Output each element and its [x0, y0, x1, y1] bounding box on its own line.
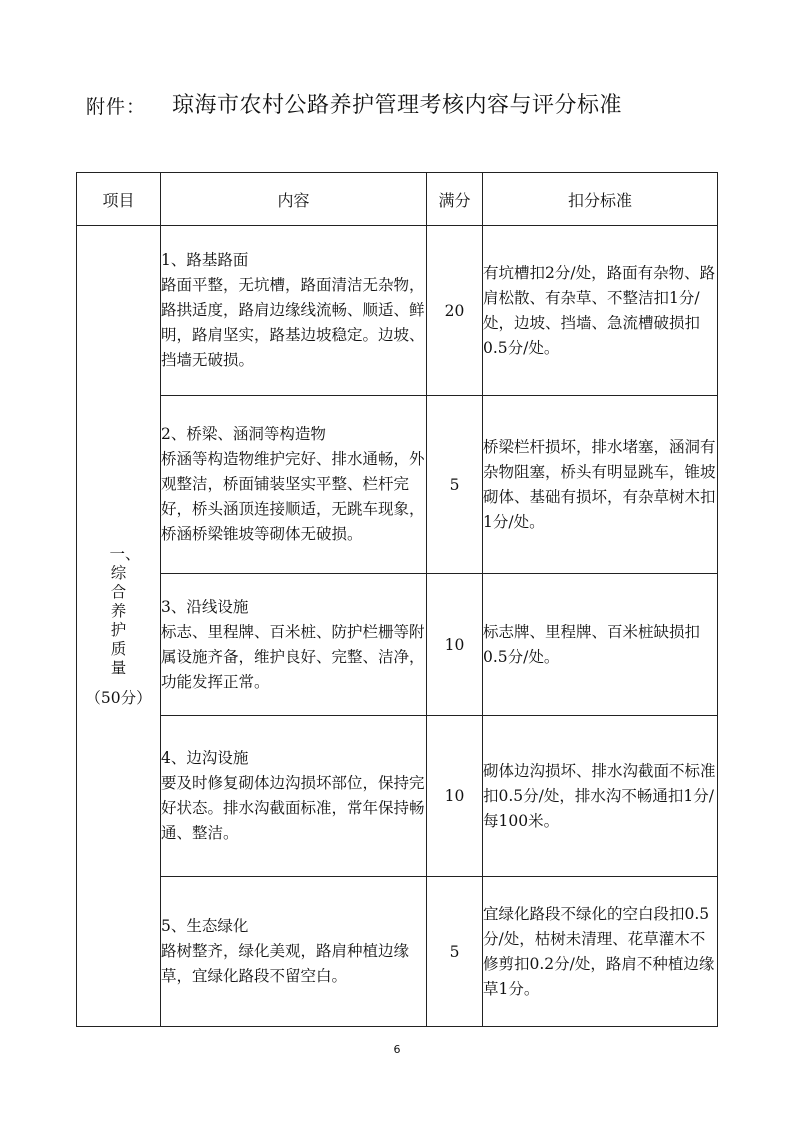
content-body: 路树整齐，绿化美观，路肩种植边缘草，宜绿化路段不留空白。 — [161, 942, 410, 985]
content-title: 3、沿线设施 — [161, 597, 249, 616]
content-cell — [161, 226, 427, 396]
score-cell: 5 — [427, 877, 483, 1027]
deduction-cell: 标志牌、里程牌、百米桩缺损扣0.5分/处。 — [483, 574, 718, 716]
score-cell: 20 — [427, 226, 483, 396]
project-label: 一、综合养护质量 — [109, 544, 141, 677]
table-row — [77, 226, 718, 396]
score-cell: 10 — [427, 716, 483, 877]
content-title: 2、桥梁、涵洞等构造物 — [161, 425, 326, 443]
column-header-project: 项目 — [77, 173, 161, 226]
table-row — [77, 574, 718, 716]
document-title: 琼海市农村公路养护管理考核内容与评分标准 — [172, 93, 623, 118]
content-cell — [161, 396, 427, 574]
score-cell: 5 — [427, 396, 483, 574]
project-score: （50分） — [85, 688, 152, 707]
scoring-table — [76, 172, 718, 1027]
table-header-row — [77, 173, 718, 226]
content-title: 5、生态绿化 — [161, 917, 249, 935]
column-header-full-score: 满分 — [427, 173, 483, 226]
content-cell — [161, 574, 427, 716]
content-cell — [161, 877, 427, 1027]
table-row — [77, 877, 718, 1027]
project-cell — [77, 226, 161, 1027]
content-title: 4、边沟设施 — [161, 749, 249, 767]
deduction-cell: 桥梁栏杆损坏，排水堵塞，涵洞有杂物阻塞，桥头有明显跳车，锥坡砌体、基础有损坏，有杂草树木扣1分/处。 — [483, 396, 718, 574]
score-cell: 10 — [427, 574, 483, 716]
content-body: 标志、里程牌、百米桩、防护栏栅等附属设施齐备，维护良好、完整、洁净，功能发挥正常。 — [161, 622, 425, 691]
column-header-deduction: 扣分标准 — [483, 173, 718, 226]
deduction-cell: 砌体边沟损坏、排水沟截面不标准扣0.5分/处，排水沟不畅通扣1分/每100米。 — [483, 716, 718, 877]
deduction-cell: 宜绿化路段不绿化的空白段扣0.5分/处，枯树未清理、花草灌木不修剪扣0.2分/处，路肩不种植边缘草1分。 — [483, 877, 718, 1027]
content-body: 要及时修复砌体边沟损坏部位，保持完好状态。排水沟截面标准，常年保持畅通、整洁。 — [161, 774, 425, 842]
content-cell — [161, 716, 427, 877]
column-header-content: 内容 — [161, 173, 427, 226]
content-body: 路面平整，无坑槽，路面清洁无杂物，路拱适度，路肩边缘线流畅、顺适、鲜明，路肩坚实，路基边坡稳定。边坡、挡墙无破损。 — [161, 276, 425, 369]
page-number: 6 — [393, 1043, 401, 1056]
table-row — [77, 716, 718, 877]
content-body: 桥涵等构造物维护完好、排水通畅，外观整洁，桥面铺装坚实平整、栏杆完好，桥头涵顶连接顺适，无跳车现象，桥涵桥梁锥坡等砌体无破损。 — [161, 450, 425, 543]
title-row — [76, 88, 736, 124]
table-row — [77, 396, 718, 574]
deduction-cell: 有坑槽扣2分/处，路面有杂物、路肩松散、有杂草、不整洁扣1分/处，边坡、挡墙、急流槽破损扣0.5分/处。 — [483, 226, 718, 396]
attachment-label: 附件： — [86, 96, 147, 118]
content-title: 1、路基路面 — [161, 251, 249, 269]
